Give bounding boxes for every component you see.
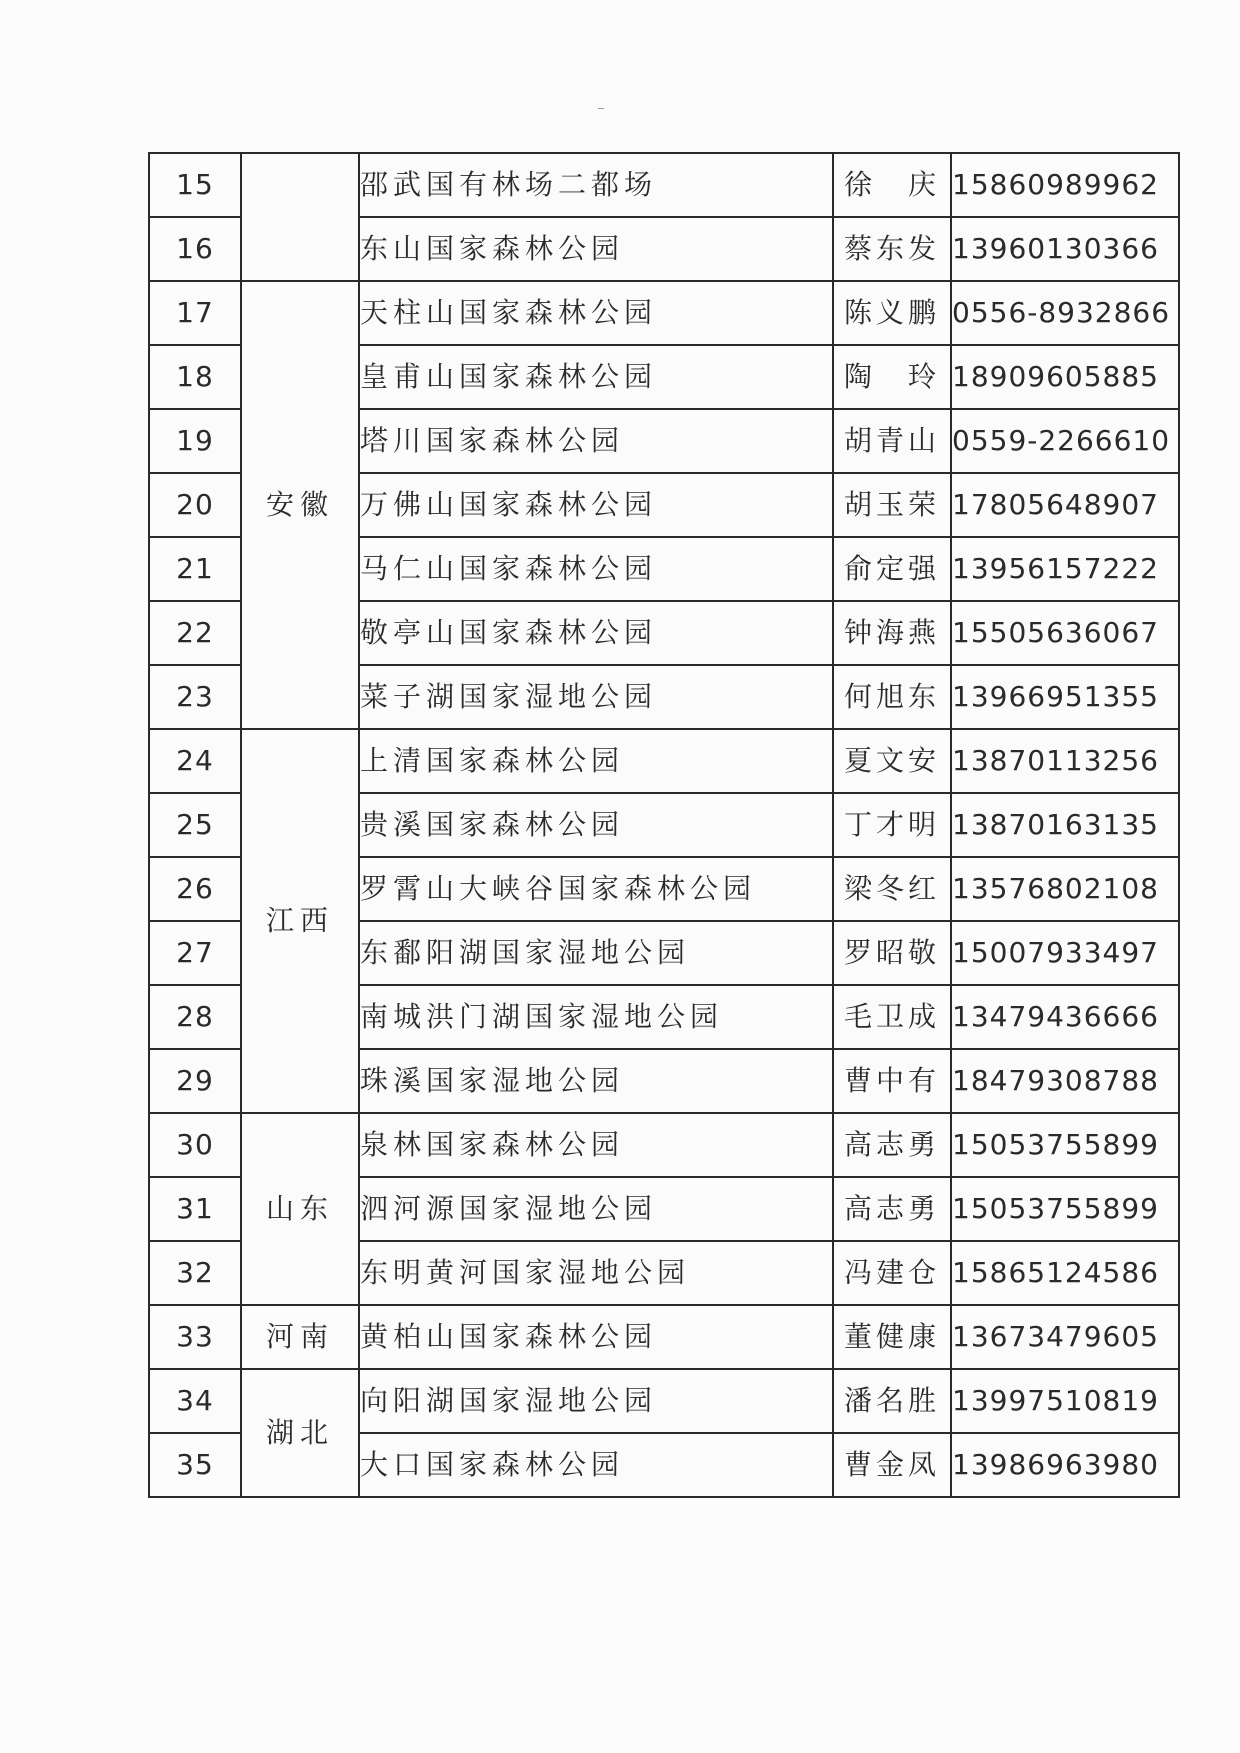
row-number: 25 bbox=[149, 793, 241, 857]
table-row bbox=[149, 153, 1179, 217]
row-number: 28 bbox=[149, 985, 241, 1049]
contact-person: 曹中有 bbox=[833, 1049, 951, 1113]
province-cell: 江西 bbox=[241, 729, 359, 1113]
park-name: 马仁山国家森林公园 bbox=[359, 537, 833, 601]
contact-phone: 15865124586 bbox=[951, 1241, 1179, 1305]
province-cell: 湖北 bbox=[241, 1369, 359, 1497]
contact-phone: 17805648907 bbox=[951, 473, 1179, 537]
row-number: 32 bbox=[149, 1241, 241, 1305]
contact-phone: 13870163135 bbox=[951, 793, 1179, 857]
row-number: 26 bbox=[149, 857, 241, 921]
contact-phone: 0559-2266610 bbox=[951, 409, 1179, 473]
contact-phone: 13960130366 bbox=[951, 217, 1179, 281]
contact-phone: 15053755899 bbox=[951, 1113, 1179, 1177]
row-number: 17 bbox=[149, 281, 241, 345]
contact-person: 罗昭敬 bbox=[833, 921, 951, 985]
contact-phone: 13479436666 bbox=[951, 985, 1179, 1049]
contact-person: 董健康 bbox=[833, 1305, 951, 1369]
park-name: 泗河源国家湿地公园 bbox=[359, 1177, 833, 1241]
contact-phone: 15007933497 bbox=[951, 921, 1179, 985]
row-number: 29 bbox=[149, 1049, 241, 1113]
contact-phone: 18479308788 bbox=[951, 1049, 1179, 1113]
contact-person: 陶 玲 bbox=[833, 345, 951, 409]
contact-person: 丁才明 bbox=[833, 793, 951, 857]
park-name: 南城洪门湖国家湿地公园 bbox=[359, 985, 833, 1049]
table-row bbox=[149, 1369, 1179, 1433]
row-number: 21 bbox=[149, 537, 241, 601]
contact-person: 蔡东发 bbox=[833, 217, 951, 281]
contact-phone: 13997510819 bbox=[951, 1369, 1179, 1433]
row-number: 19 bbox=[149, 409, 241, 473]
row-number: 34 bbox=[149, 1369, 241, 1433]
row-number: 22 bbox=[149, 601, 241, 665]
province-cell: 山东 bbox=[241, 1113, 359, 1305]
park-name: 罗霄山大峡谷国家森林公园 bbox=[359, 857, 833, 921]
row-number: 24 bbox=[149, 729, 241, 793]
park-name: 皇甫山国家森林公园 bbox=[359, 345, 833, 409]
park-name: 东山国家森林公园 bbox=[359, 217, 833, 281]
contact-person: 陈义鹏 bbox=[833, 281, 951, 345]
table-row bbox=[149, 729, 1179, 793]
park-name: 珠溪国家湿地公园 bbox=[359, 1049, 833, 1113]
contact-person: 胡青山 bbox=[833, 409, 951, 473]
contact-table bbox=[148, 152, 1180, 1498]
contact-person: 夏文安 bbox=[833, 729, 951, 793]
contact-person: 冯建仓 bbox=[833, 1241, 951, 1305]
row-number: 23 bbox=[149, 665, 241, 729]
park-name: 泉林国家森林公园 bbox=[359, 1113, 833, 1177]
park-name: 东明黄河国家湿地公园 bbox=[359, 1241, 833, 1305]
contact-person: 梁冬红 bbox=[833, 857, 951, 921]
contact-person: 徐 庆 bbox=[833, 153, 951, 217]
row-number: 15 bbox=[149, 153, 241, 217]
contact-phone: 0556-8932866 bbox=[951, 281, 1179, 345]
contact-person: 曹金凤 bbox=[833, 1433, 951, 1497]
contact-phone: 13870113256 bbox=[951, 729, 1179, 793]
contact-person: 何旭东 bbox=[833, 665, 951, 729]
park-name: 东鄱阳湖国家湿地公园 bbox=[359, 921, 833, 985]
contact-person: 钟海燕 bbox=[833, 601, 951, 665]
park-name: 菜子湖国家湿地公园 bbox=[359, 665, 833, 729]
scan-mark bbox=[598, 108, 604, 109]
row-number: 30 bbox=[149, 1113, 241, 1177]
contact-person: 潘名胜 bbox=[833, 1369, 951, 1433]
contact-phone: 15053755899 bbox=[951, 1177, 1179, 1241]
park-name: 塔川国家森林公园 bbox=[359, 409, 833, 473]
contact-phone: 13673479605 bbox=[951, 1305, 1179, 1369]
contact-phone: 15860989962 bbox=[951, 153, 1179, 217]
contact-phone: 18909605885 bbox=[951, 345, 1179, 409]
row-number: 16 bbox=[149, 217, 241, 281]
park-name: 大口国家森林公园 bbox=[359, 1433, 833, 1497]
park-name: 黄柏山国家森林公园 bbox=[359, 1305, 833, 1369]
park-name: 贵溪国家森林公园 bbox=[359, 793, 833, 857]
row-number: 18 bbox=[149, 345, 241, 409]
contact-phone: 13986963980 bbox=[951, 1433, 1179, 1497]
table-row bbox=[149, 1305, 1179, 1369]
contact-phone: 13576802108 bbox=[951, 857, 1179, 921]
park-name: 向阳湖国家湿地公园 bbox=[359, 1369, 833, 1433]
table-row bbox=[149, 1113, 1179, 1177]
province-cell: 河南 bbox=[241, 1305, 359, 1369]
table-row bbox=[149, 281, 1179, 345]
contact-phone: 13966951355 bbox=[951, 665, 1179, 729]
row-number: 27 bbox=[149, 921, 241, 985]
row-number: 35 bbox=[149, 1433, 241, 1497]
park-name: 邵武国有林场二都场 bbox=[359, 153, 833, 217]
park-name: 天柱山国家森林公园 bbox=[359, 281, 833, 345]
row-number: 20 bbox=[149, 473, 241, 537]
province-cell bbox=[241, 153, 359, 281]
park-name: 万佛山国家森林公园 bbox=[359, 473, 833, 537]
row-number: 31 bbox=[149, 1177, 241, 1241]
contact-person: 毛卫成 bbox=[833, 985, 951, 1049]
contact-person: 高志勇 bbox=[833, 1113, 951, 1177]
province-cell: 安徽 bbox=[241, 281, 359, 729]
row-number: 33 bbox=[149, 1305, 241, 1369]
contact-phone: 15505636067 bbox=[951, 601, 1179, 665]
contact-phone: 13956157222 bbox=[951, 537, 1179, 601]
park-name: 上清国家森林公园 bbox=[359, 729, 833, 793]
park-name: 敬亭山国家森林公园 bbox=[359, 601, 833, 665]
contact-person: 高志勇 bbox=[833, 1177, 951, 1241]
contact-person: 胡玉荣 bbox=[833, 473, 951, 537]
contact-person: 俞定强 bbox=[833, 537, 951, 601]
